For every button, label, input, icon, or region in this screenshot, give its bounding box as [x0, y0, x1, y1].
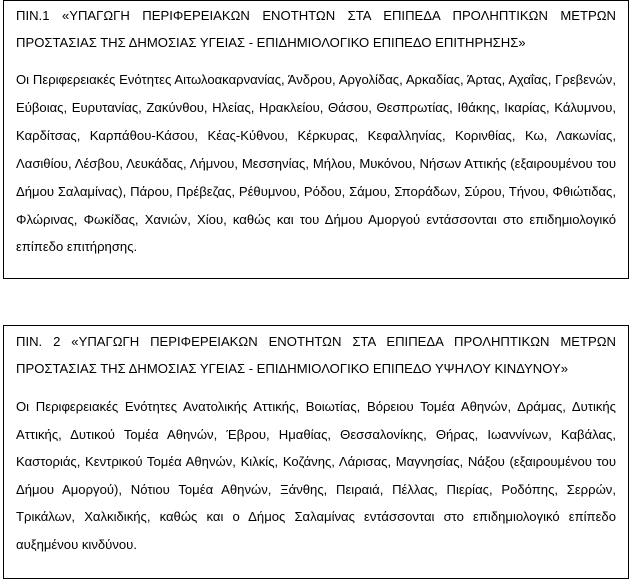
table-2-body: Οι Περιφερειακές Ενότητες Ανατολικής Αττικής, Βοιωτίας, Βόρειου Τομέα Αθηνών, Δράμας, Δυτικής Αττικής, Δυτικού Τομέα Αθηνών, Έβρου, Ημαθίας, Θεσσαλονίκης, Θήρας, Ιωαννίνων, Καβάλας, Καστοριάς, Κεντρικού Τομέα Αθηνών, Κιλκίς, Κοζάνης, Λάρισας, Μαγνησίας, Νάξου (εξαιρουμένου του Δήμου Αμοργού), Νότιου Τομέα Αθηνών, Ξάνθης, Πειραιά, Πέλλας, Πιερίας, Ροδόπης, Σερρών, Τρικάλων, Χαλκιδικής, καθώς και ο Δήμος Σαλαμίνας εντάσσονται στο επιδημιολογικό επίπεδο αυξημένου κινδύνου. — [16, 399, 616, 552]
table-1 — [3, 0, 629, 279]
table-1-title: ΠΙΝ.1 «ΥΠΑΓΩΓΗ ΠΕΡΙΦΕΡΕΙΑΚΩΝ ΕΝΟΤΗΤΩΝ ΣΤΑ ΕΠΙΠΕΔΑ ΠΡΟΛΗΠΤΙΚΩΝ ΜΕΤΡΩΝ ΠΡΟΣΤΑΣΙΑΣ ΤΗΣ ΔΗΜΟΣΙΑΣ ΥΓΕΙΑΣ - ΕΠΙΔΗΜΙΟΛΟΓΙΚΟ ΕΠΙΠΕΔΟ ΕΠΙΤΗΡΗΣΗΣ» — [16, 8, 616, 50]
table-1-body: Οι Περιφερειακές Ενότητες Αιτωλοακαρνανίας, Άνδρου, Αργολίδας, Αρκαδίας, Άρτας, Αχαΐας, Γρεβενών, Εύβοιας, Ευρυτανίας, Ζακύνθου, Ηλείας, Ηρακλείου, Θάσου, Θεσπρωτίας, Ιθάκης, Ικαρίας, Κάλυμνου, Καρδίτσας, Καρπάθου-Κάσου, Κέας-Κύθνου, Κέρκυρας, Κεφαλληνίας, Κορινθίας, Κω, Λακωνίας, Λασιθίου, Λέσβου, Λευκάδας, Λήμνου, Μεσσηνίας, Μήλου, Μυκόνου, Νήσων Αττικής (εξαιρουμένου του Δήμου Σαλαμίνας), Πάρου, Πρέβεζας, Ρέθυμνου, Ρόδου, Σάμου, Σποράδων, Σύρου, Τήνου, Φθιώτιδας, Φλώρινας, Φωκίδας, Χανιών, Χίου, καθώς και του Δήμου Αμοργού εντάσσονται στο επιδημιολογικό επίπεδο επιτήρησης. — [16, 72, 616, 255]
table-2 — [3, 325, 629, 579]
table-2-title: ΠΙΝ. 2 «ΥΠΑΓΩΓΗ ΠΕΡΙΦΕΡΕΙΑΚΩΝ ΕΝΟΤΗΤΩΝ ΣΤΑ ΕΠΙΠΕΔΑ ΠΡΟΛΗΠΤΙΚΩΝ ΜΕΤΡΩΝ ΠΡΟΣΤΑΣΙΑΣ ΤΗΣ ΔΗΜΟΣΙΑΣ ΥΓΕΙΑΣ - ΕΠΙΔΗΜΙΟΛΟΓΙΚΟ ΕΠΙΠΕΔΟ ΥΨΗΛΟΥ ΚΙΝΔΥΝΟΥ» — [16, 334, 616, 376]
